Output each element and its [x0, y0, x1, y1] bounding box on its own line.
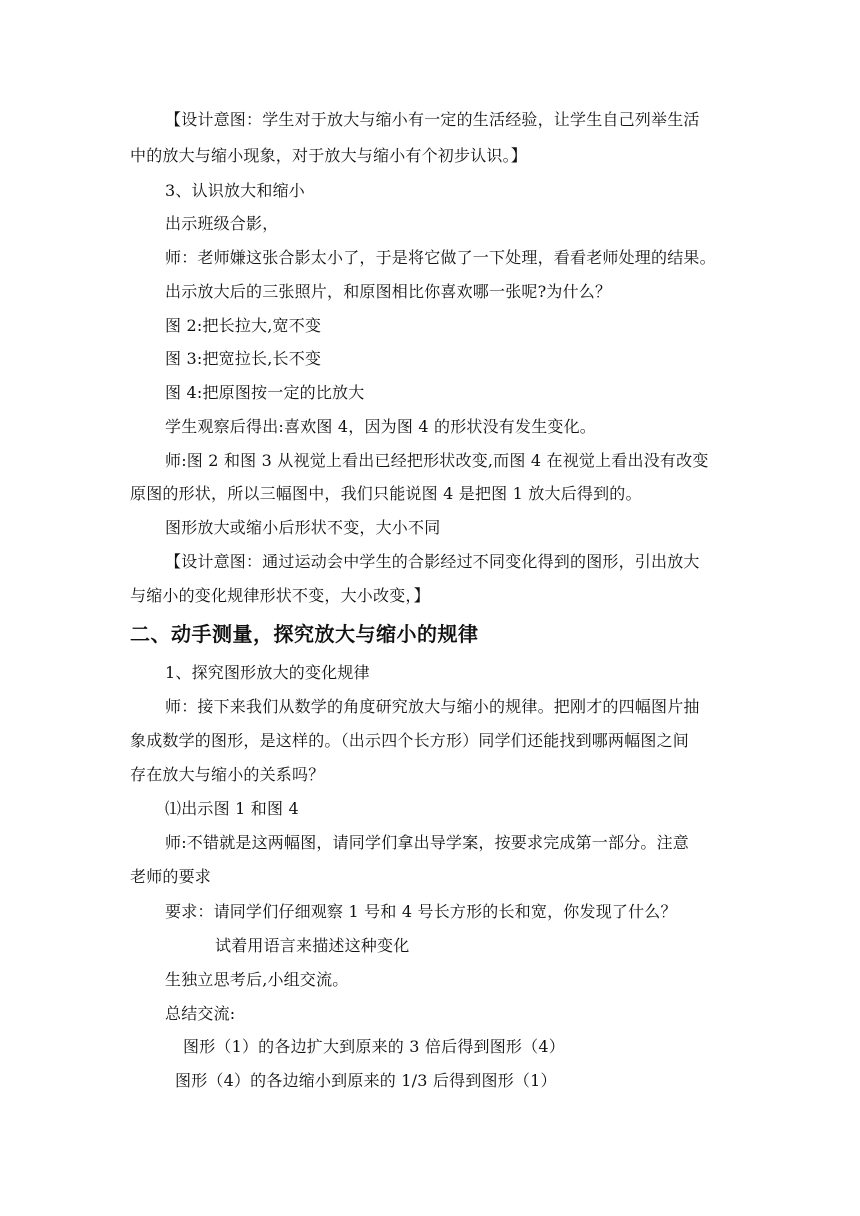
paragraph-line: 师：老师嫌这张合影太小了，于是将它做了一下处理，看看老师处理的结果。: [165, 248, 716, 267]
list-item-1: ⑴出示图 1 和图 4: [165, 799, 299, 818]
design-intent-2-line-1: 【设计意图：通过运动会中学生的合影经过不同变化得到的图形，引出放大: [165, 552, 700, 571]
figure-3-line: 图 3:把宽拉长,长不变: [165, 349, 322, 368]
section-3-heading: 3、认识放大和缩小: [165, 181, 305, 200]
paragraph-line: 象成数学的图形，是这样的。（出示四个长方形）同学们还能找到哪两幅图之间: [130, 731, 690, 750]
paragraph-line: 老师的要求: [130, 867, 212, 886]
paragraph-line: 师:图 2 和图 3 从视觉上看出已经把形状改变,而图 4 在视觉上看出没有改变: [165, 451, 709, 470]
figure-2-line: 图 2:把长拉大,宽不变: [165, 316, 322, 335]
paragraph-line: 出示放大后的三张照片，和原图相比你喜欢哪一张呢?为什么？: [165, 282, 612, 301]
design-intent-2-line-2: 与缩小的变化规律形状不变，大小改变，】: [130, 586, 430, 605]
paragraph-line: 存在放大与缩小的关系吗？: [130, 765, 325, 784]
design-intent-1-line-1: 【设计意图：学生对于放大与缩小有一定的生活经验，让学生自己列举生活: [165, 110, 700, 129]
section-2-heading: 二、动手测量，探究放大与缩小的规律: [130, 622, 479, 646]
summary-label: 总结交流:: [165, 1004, 236, 1023]
requirement-line-indented: 试着用语言来描述这种变化: [215, 936, 410, 955]
figure-4-line: 图 4:把原图按一定的比放大: [165, 383, 365, 402]
paragraph-line: 师:不错就是这两幅图，请同学们拿出导学案，按要求完成第一部分。注意: [165, 833, 689, 852]
paragraph-line: 出示班级合影，: [165, 214, 279, 233]
design-intent-1-line-2: 中的放大与缩小现象，对于放大与缩小有个初步认识。】: [130, 146, 528, 165]
paragraph-line: 师：接下来我们从数学的角度研究放大与缩小的规律。把刚才的四幅图片抽: [165, 697, 700, 716]
summary-enlarge-line: 图形（1）的各边扩大到原来的 3 倍后得到图形（4）: [183, 1037, 565, 1056]
paragraph-line: 学生观察后得出:喜欢图 4，因为图 4 的形状没有发生变化。: [165, 417, 597, 436]
subsection-1-heading: 1、探究图形放大的变化规律: [165, 663, 370, 682]
paragraph-line: 原图的形状，所以三幅图中，我们只能说图 4 是把图 1 放大后得到的。: [130, 484, 642, 503]
requirement-line: 要求：请同学们仔细观察 1 号和 4 号长方形的长和宽，你发现了什么？: [165, 902, 677, 921]
paragraph-line: 生独立思考后,小组交流。: [165, 970, 349, 989]
paragraph-line: 图形放大或缩小后形状不变，大小不同: [165, 518, 441, 537]
summary-shrink-line: 图形（4）的各边缩小到原来的 1/3 后得到图形（1）: [175, 1071, 557, 1090]
